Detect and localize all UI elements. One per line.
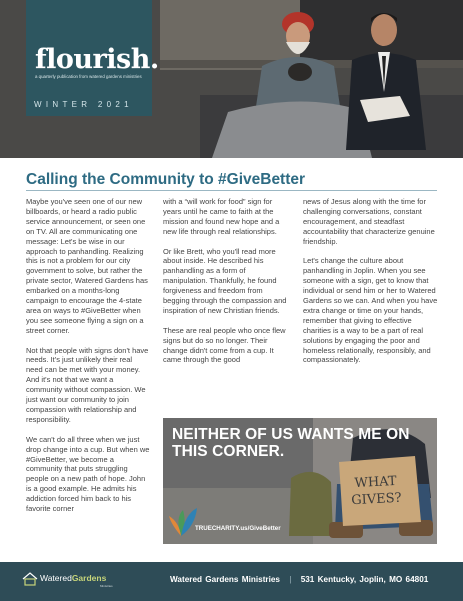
masthead-brand: flourish. xyxy=(35,44,159,75)
footer-address: 531 Kentucky, Joplin, MO 64801 xyxy=(300,575,429,584)
article-headline: Calling the Community to #GiveBetter xyxy=(26,171,306,188)
article-paragraph: Or like Brett, who you'll read more about inside. He described his panhandling as a form of manipulation. Thankfully, he found forgiveness and freedom from begging through the compassion and inspiration of new Christian friends. xyxy=(163,246,287,315)
article-column-3 xyxy=(303,197,440,375)
article-paragraph: news of Jesus along with the time for challenging conversations, constant encouragement, and steadfast accountability that characterize genuine friendship. xyxy=(303,197,435,246)
footer-contact xyxy=(170,575,428,584)
footer-logo-word-bold: Gardens xyxy=(71,573,107,583)
issue-label: WINTER 2021 xyxy=(34,100,133,109)
ad-url: TRUECHARITY.us/GiveBetter xyxy=(195,525,281,532)
footer-logo-word: Watered xyxy=(40,573,72,583)
article-paragraph: with a “will work for food” sign for years until he came to faith at the mission and found new hope and a new life through real relationships. xyxy=(163,197,280,236)
hero-photo xyxy=(0,0,463,158)
footer-logo-subtitle: Ministries xyxy=(100,584,113,588)
article-paragraph: Not that people with signs don't have needs. It's just unlikely their real need can be met with your money. And it's not that we want a community without compassion. We just want our community to join compassion with relationship and responsibility. xyxy=(26,345,149,424)
masthead xyxy=(26,0,159,116)
article-paragraph: Let's change the culture about panhandling in Joplin. When you see someone with a sign, get to know that individual or send him or her to Watered Gardens so we can. And when you have extra change or time on your hands, remember that giving to effective charities is a way to be a part of real solutions by engaging the poor and homeless relationally, responsibly, and compassionately. xyxy=(303,256,438,365)
footer xyxy=(0,562,463,601)
ad-headline: NEITHER OF US WANTS ME ON THIS CORNER. xyxy=(172,426,410,460)
article-paragraph: These are real people who once flew signs but do so no longer. Their change didn't come from a cup. It came through the good xyxy=(163,325,286,365)
sign-text: WHAT GIVES? xyxy=(350,473,402,509)
article-column-1 xyxy=(26,197,150,524)
footer-separator: | xyxy=(289,575,292,584)
givebetter-ad xyxy=(163,418,437,544)
headline-divider xyxy=(26,190,437,191)
article-paragraph: We can't do all three when we just drop change into a cup. But when we #GiveBetter, we become a community that puts struggling people on a new path of hope. John is a good example. He admits his addiction forced him back to his favorite corner xyxy=(26,434,150,514)
footer-org-name: Watered Gardens Ministries xyxy=(170,575,280,584)
masthead-tagline: a quarterly publication from watered gardens ministries xyxy=(35,74,142,79)
article-paragraph: Maybe you've seen one of our new billboards, or heard a radio public service announcement, or seen one on TV. All are communicating one message: Let's be wise in our approach to panhandling. Realizing this is not a problem for our city government to solve, but rather the private sector, Watered Gardens has embarked on a months-long campaign to encourage the 4-state area on ways to #GiveBetter when you see someone flying a sign on a street corner. xyxy=(26,197,148,335)
article-column-2 xyxy=(163,197,287,375)
footer-logo-text xyxy=(40,573,106,583)
watered-gardens-logo-icon xyxy=(22,572,38,586)
